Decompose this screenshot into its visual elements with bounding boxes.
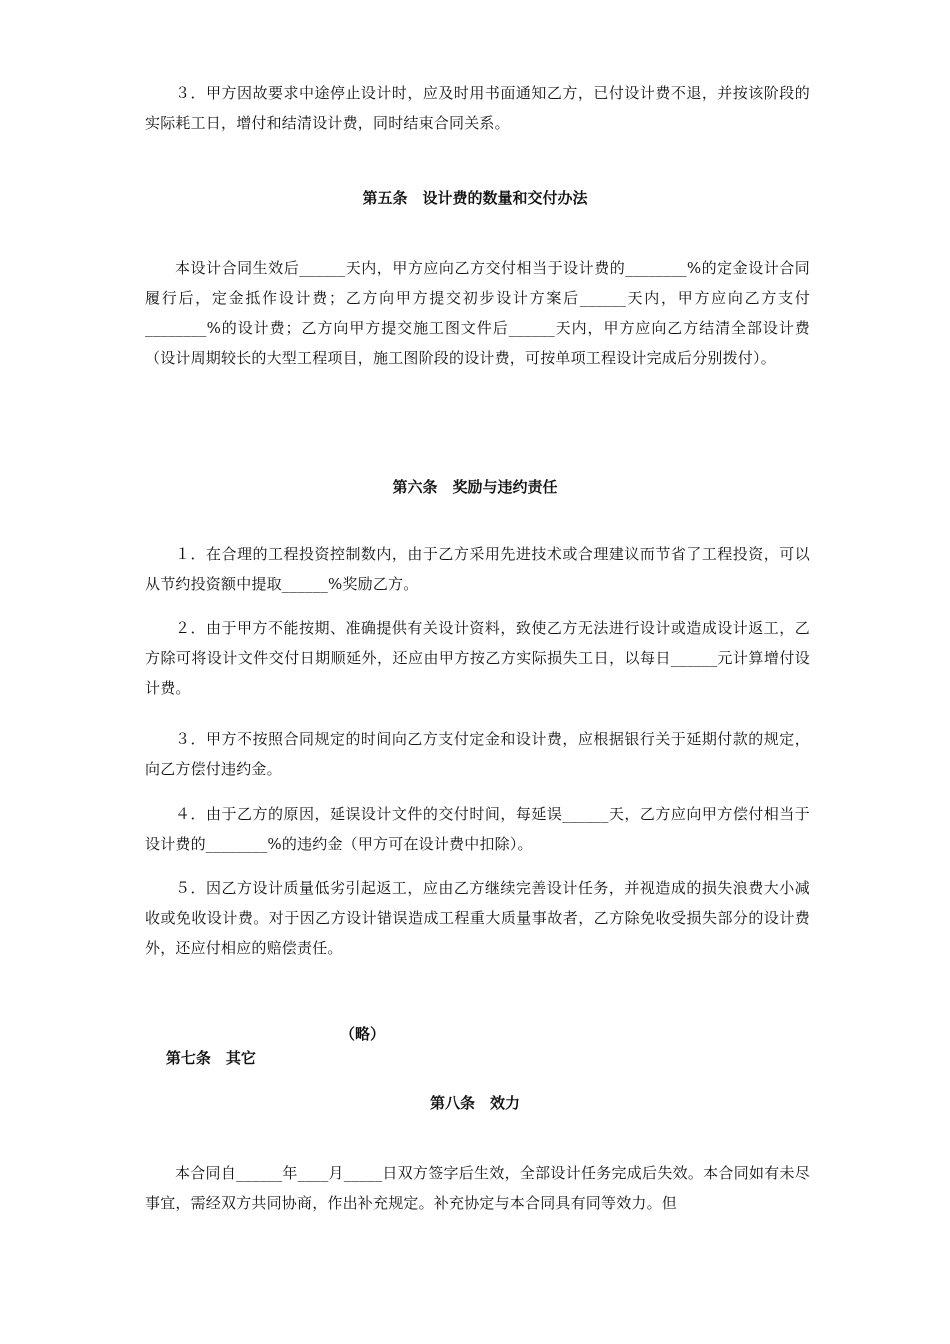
article-7-title: 第七条 其它 — [165, 1049, 256, 1067]
article-5-body: 本设计合同生效后______天内，甲方应向乙方交付相当于设计费的________%的定金设计合同履行后，定金抵作设计费；乙方向甲方提交初步设计方案后______天内，甲方应向乙方支付________%的设计费；乙方向甲方提交施工图文件后______天内，甲方应向乙方结清全部设计费（设计周期较长的大型工程项目，施工图阶段的设计费，可按单项工程设计完成后分别拨付）。 — [145, 259, 810, 367]
article-6-item-2: ２．由于甲方不能按期、准确提供有关设计资料，致使乙方无法进行设计或造成设计返工，乙方除可将设计文件交付日期顺延外，还应由甲方按乙方实际损失工日，以每日______元计算增付设计费。 — [145, 619, 810, 697]
article-6-item-5: ５．因乙方设计质量低劣引起返工，应由乙方继续完善设计任务，并视造成的损失浪费大小减收或免收设计费。对于因乙方设计错误造成工程重大质量事故者，乙方除免收受损失部分的设计费外，还应付相应的赔偿责任。 — [145, 879, 810, 957]
clause-4-item-3: ３．甲方因故要求中途停止设计时，应及时用书面通知乙方，已付设计费不退，并按该阶段的实际耗工日，增付和结清设计费，同时结束合同关系。 — [145, 84, 810, 132]
article-8-body: 本合同自______年____月_____日双方签字后生效，全部设计任务完成后失效。本合同如有未尽事宜，需经双方共同协商，作出补充规定。补充协定与本合同具有同等效力。但 — [145, 1164, 810, 1212]
article-6-item-3: ３．甲方不按照合同规定的时间向乙方支付定金和设计费，应根据银行关于延期付款的规定，向乙方偿付违约金。 — [145, 730, 810, 778]
article-7-note: （略） — [340, 1025, 386, 1043]
article-6-item-4: ４．由于乙方的原因，延误设计文件的交付时间，每延误______天，乙方应向甲方偿付相当于设计费的________%的违约金（甲方可在设计费中扣除）。 — [145, 805, 810, 853]
article-6-title: 第六条 奖励与违约责任 — [392, 478, 558, 496]
article-6-item-1: １．在合理的工程投资控制数内，由于乙方采用先进技术或合理建议而节省了工程投资，可以从节约投资额中提取______%奖励乙方。 — [145, 545, 810, 593]
article-5-title: 第五条 设计费的数量和交付办法 — [362, 189, 588, 207]
article-8-title: 第八条 效力 — [429, 1094, 520, 1112]
